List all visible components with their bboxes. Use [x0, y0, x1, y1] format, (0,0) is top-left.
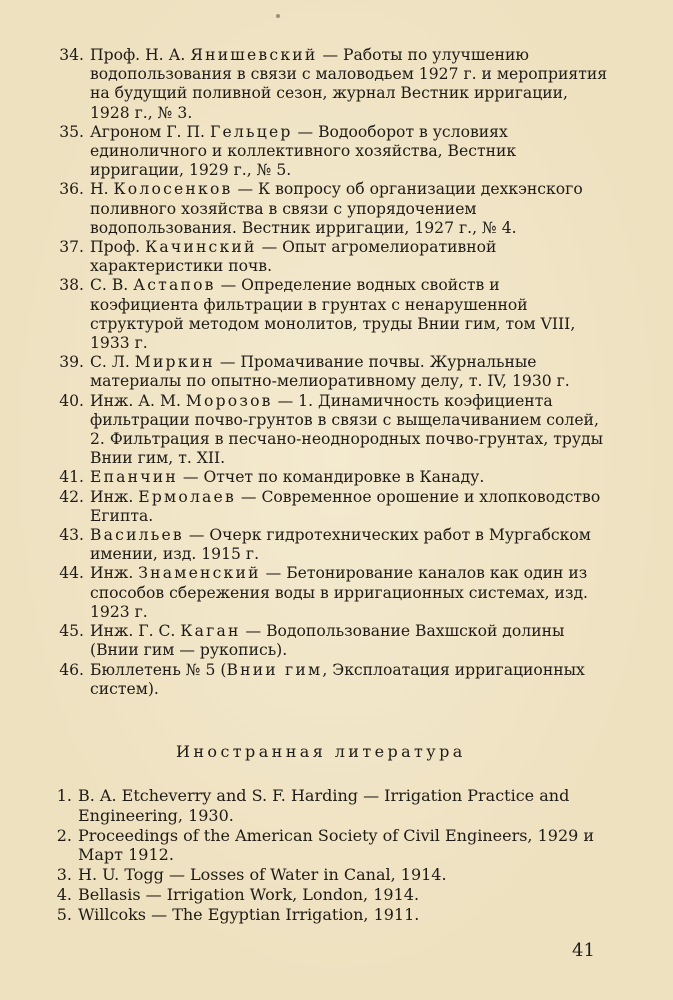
reference-text: — К вопросу об организации дехкэнского поливного хозяйства в связи с упорядочением водопользования. Вестник ирригации, 1927 г., № 4. — [90, 180, 583, 237]
reference-text: Bellasis — Irrigation Work, London, 1914. — [78, 884, 420, 904]
section-title: Иностранная литература — [176, 742, 466, 761]
reference-text: — 1. Динамичность коэфициента фильтрации почво-грунтов в связи с выщелачиванием солей, 2. Фильтрация в песчано-неоднородных почво-грунтах, труды Внии гим, т. XII. — [90, 391, 604, 468]
reference-body — [90, 622, 608, 660]
reference-prefix: Агроном Г. П. — [90, 122, 210, 141]
reference-text: Willcoks — The Egyptian Irrigation, 1911. — [78, 904, 420, 924]
reference-item — [48, 180, 608, 238]
reference-number: 4. — [56, 884, 72, 904]
reference-number: 39. — [59, 353, 84, 372]
page-number: 41 — [572, 940, 595, 961]
reference-item — [48, 661, 608, 699]
reference-prefix: Проф. — [90, 238, 146, 257]
reference-text: , Эксплоатация ирригационных систем). — [90, 660, 585, 698]
reference-body — [90, 392, 608, 469]
reference-body — [90, 526, 608, 564]
foreign-references-list — [48, 786, 608, 925]
foreign-reference-item — [48, 865, 608, 885]
reference-body — [90, 46, 608, 123]
reference-item — [48, 276, 608, 353]
reference-prefix: Инж. А. М. — [90, 391, 186, 410]
reference-text: — Очерк гидротехнических работ в Мургабском имении, изд. 1915 г. — [90, 526, 591, 564]
reference-number: 41. — [59, 468, 84, 487]
reference-body — [90, 123, 608, 181]
reference-body — [90, 564, 608, 622]
reference-text: H. U. Togg — Losses of Water in Canal, 1914. — [78, 865, 447, 885]
reference-item — [48, 622, 608, 660]
reference-number: 5. — [56, 904, 72, 924]
foreign-reference-item — [48, 786, 608, 826]
reference-number: 44. — [59, 564, 84, 583]
reference-item — [48, 564, 608, 622]
foreign-reference-item — [48, 905, 608, 925]
reference-body — [90, 468, 608, 487]
reference-number: 46. — [59, 660, 84, 679]
reference-text: — Работы по улучшению водопользования в связи с маловодьем 1927 г. и мероприятия на будущий поливной сезон, журнал Вестник ирригации, 1928 г., № 3. — [90, 46, 608, 122]
reference-number: 43. — [59, 526, 84, 545]
reference-prefix: Инж. — [90, 487, 139, 506]
reference-item — [48, 392, 608, 469]
reference-prefix: Инж. Г. С. — [90, 622, 181, 641]
reference-number: 1. — [56, 786, 72, 805]
reference-number: 45. — [59, 622, 84, 641]
reference-text: — Определение водных свойств и коэфициента фильтрации в грунтах с ненарушенной структурой методом монолитов, труды Внии гим, том VIII, 1933 г. — [90, 276, 576, 353]
reference-text: — Опыт агромелиоративной характеристики почв. — [90, 238, 497, 276]
reference-number: 3. — [56, 865, 72, 885]
reference-text: — Промачивание почвы. Журнальные материалы по опытно-мелиоративному делу, т. IV, 1930 г. — [90, 353, 570, 391]
reference-author: Морозов — [185, 391, 273, 410]
reference-number: 34. — [59, 46, 84, 64]
reference-item — [48, 46, 608, 123]
reference-author: Внии гим — [226, 660, 323, 679]
reference-author: Епанчин — [90, 468, 178, 487]
reference-number: 36. — [59, 180, 84, 199]
reference-text: Proceedings of the American Society of Civil Engineers, 1929 и Март 1912. — [78, 825, 595, 865]
reference-number: 40. — [59, 391, 84, 410]
reference-prefix: С. В. — [90, 276, 134, 295]
reference-prefix: Бюллетень № 5 ( — [90, 660, 227, 679]
reference-number: 2. — [56, 825, 72, 845]
russian-references-list — [48, 46, 608, 699]
reference-text: — Современное орошение и хлопководство Египта. — [90, 487, 601, 525]
reference-author: Миркин — [134, 353, 215, 372]
reference-body — [90, 180, 608, 238]
reference-item — [48, 123, 608, 181]
reference-author: Янишевский — [190, 46, 318, 64]
reference-number: 38. — [59, 276, 84, 295]
reference-text: — Водооборот в условиях единоличного и коллективного хозяйства, Вестник ирригации, 1929 г., № 5. — [90, 122, 517, 180]
reference-body — [90, 353, 608, 391]
reference-author: Знаменский — [138, 564, 261, 583]
reference-body — [90, 488, 608, 526]
reference-author: Гельцер — [209, 122, 293, 141]
reference-prefix: Инж. — [90, 564, 139, 583]
reference-body — [90, 238, 608, 276]
reference-body — [90, 276, 608, 353]
reference-item — [48, 468, 608, 487]
reference-author: Астапов — [133, 276, 216, 295]
foreign-reference-item — [48, 885, 608, 905]
reference-text: — Бетонирование каналов как один из способов сбережения воды в ирригационных системах, изд. 1923 г. — [90, 564, 589, 621]
reference-text: — Водопользование Вахшской долины (Внии гим — рукопись). — [90, 622, 565, 660]
reference-item — [48, 488, 608, 526]
reference-author: Васильев — [90, 526, 184, 545]
reference-prefix: С. Л. — [90, 353, 135, 372]
reference-author: Колосенков — [113, 180, 233, 199]
reference-number: 35. — [59, 122, 84, 141]
reference-text: — Отчет по командировке в Канаду. — [177, 468, 485, 487]
reference-author: Качинский — [145, 238, 257, 257]
reference-item — [48, 353, 608, 391]
reference-item — [48, 526, 608, 564]
reference-number: 42. — [59, 487, 84, 506]
foreign-reference-item — [48, 826, 608, 866]
reference-author: Каган — [180, 622, 241, 641]
reference-text: B. A. Etcheverry and S. F. Harding — Irrigation Practice and Engineering, 1930. — [78, 786, 570, 825]
reference-body — [90, 661, 608, 699]
reference-item — [48, 238, 608, 276]
reference-prefix: Проф. Н. А. — [90, 46, 191, 64]
reference-author: Ермолаев — [138, 487, 236, 506]
reference-number: 37. — [59, 238, 84, 257]
print-speck — [276, 14, 280, 18]
reference-prefix: Н. — [90, 180, 114, 199]
